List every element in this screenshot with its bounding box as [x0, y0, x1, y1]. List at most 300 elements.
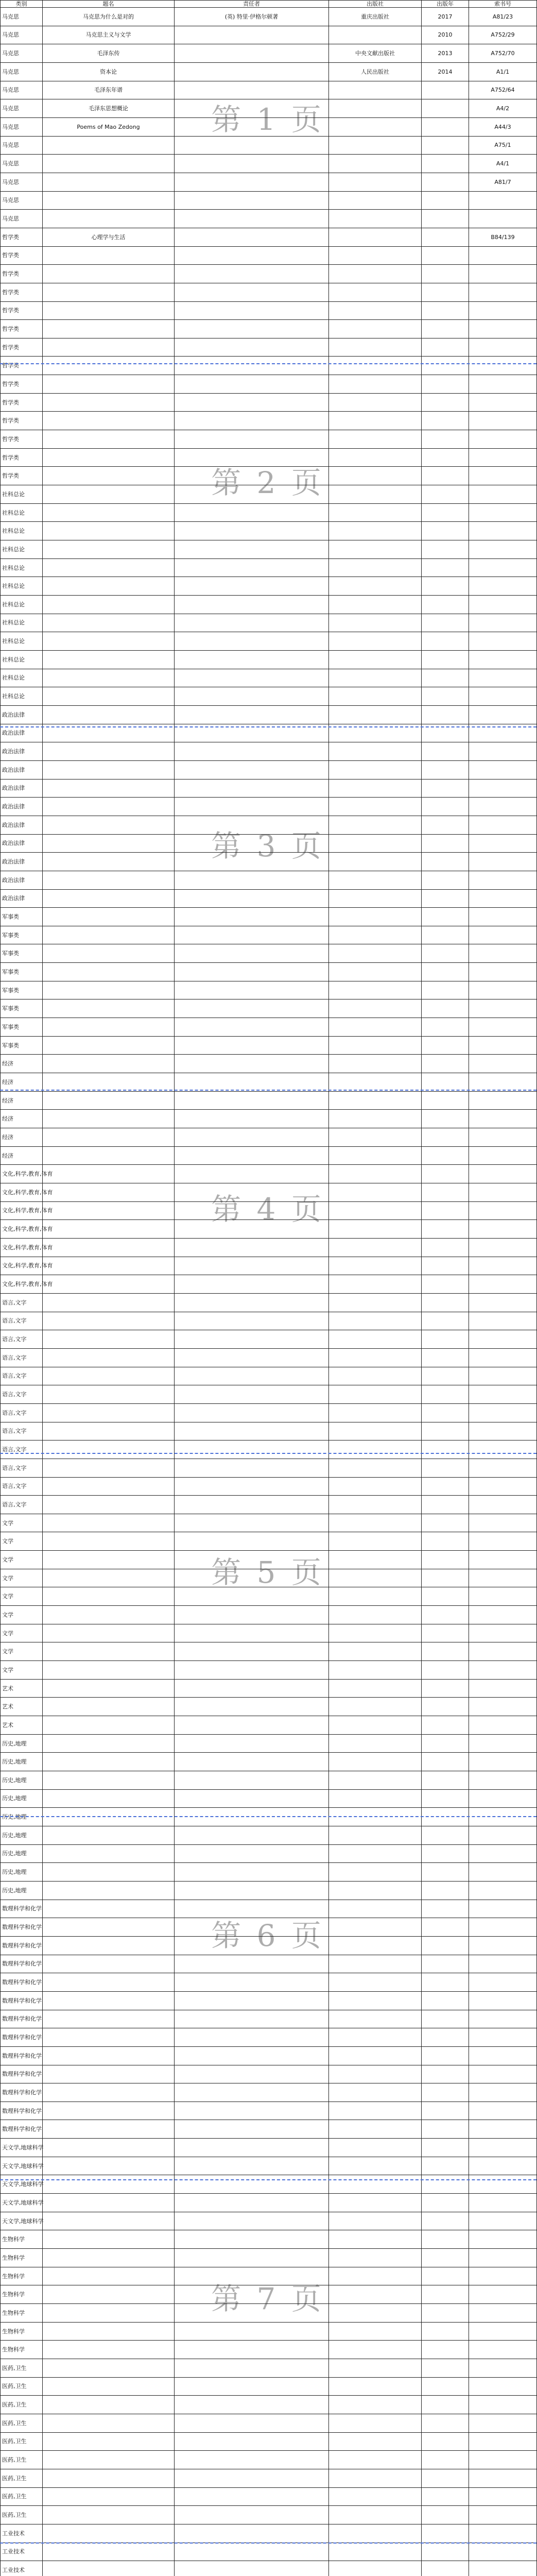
- cell-call-number: [469, 853, 537, 871]
- cell-author: [175, 2249, 329, 2267]
- cell-publisher: [329, 1698, 422, 1716]
- cell-publisher: [329, 926, 422, 944]
- cell-category: 文化,科学,教育,体育: [1, 1165, 43, 1183]
- table-row: [1, 2083, 537, 2102]
- cell-publisher: [329, 210, 422, 228]
- table-row: [1, 155, 537, 173]
- cell-publisher: [329, 228, 422, 246]
- cell-category: 文化,科学,教育,体育: [1, 1201, 43, 1220]
- cell-category: 医药,卫生: [1, 2396, 43, 2414]
- cell-category: 政治法律: [1, 779, 43, 798]
- cell-call-number: [469, 2561, 537, 2576]
- cell-category: 军事类: [1, 999, 43, 1018]
- cell-author: [175, 705, 329, 724]
- cell-category: 天文学,地球科学: [1, 2157, 43, 2175]
- cell-category: 历史,地理: [1, 1863, 43, 1882]
- cell-title: [43, 1312, 175, 1330]
- cell-year: [422, 632, 469, 651]
- cell-publisher: [329, 1606, 422, 1624]
- cell-publisher: [329, 963, 422, 981]
- cell-call-number: [469, 2304, 537, 2323]
- cell-call-number: [469, 357, 537, 375]
- cell-author: [175, 1403, 329, 1422]
- cell-author: [175, 1257, 329, 1275]
- cell-year: [422, 2175, 469, 2194]
- table-row: [1, 1459, 537, 1477]
- cell-category: 历史,地理: [1, 1826, 43, 1844]
- table-row: [1, 117, 537, 136]
- cell-author: [175, 26, 329, 44]
- cell-title: [43, 283, 175, 301]
- cell-publisher: [329, 2451, 422, 2469]
- cell-title: [43, 889, 175, 908]
- table-row: [1, 265, 537, 283]
- cell-year: [422, 1293, 469, 1312]
- cell-call-number: [469, 2377, 537, 2396]
- cell-publisher: [329, 1330, 422, 1349]
- cell-title: [43, 1863, 175, 1882]
- cell-year: 2013: [422, 44, 469, 63]
- cell-category: 政治法律: [1, 816, 43, 834]
- cell-publisher: [329, 2102, 422, 2120]
- table-row: [1, 999, 537, 1018]
- cell-title: [43, 944, 175, 963]
- cell-publisher: [329, 1808, 422, 1826]
- table-row: [1, 2322, 537, 2341]
- cell-title: [43, 2083, 175, 2102]
- cell-category: 哲学类: [1, 265, 43, 283]
- table-row: [1, 1789, 537, 1808]
- cell-author: [175, 1146, 329, 1165]
- cell-title: [43, 1918, 175, 1937]
- cell-call-number: [469, 1991, 537, 2010]
- cell-author: [175, 1808, 329, 1826]
- cell-title: [43, 2469, 175, 2487]
- cell-year: [422, 1734, 469, 1753]
- cell-call-number: [469, 2359, 537, 2378]
- cell-title: 毛泽东思想概论: [43, 99, 175, 118]
- cell-title: [43, 2487, 175, 2506]
- cell-category: 工业技术: [1, 2543, 43, 2561]
- cell-title: [43, 2432, 175, 2451]
- cell-category: 政治法律: [1, 834, 43, 853]
- cell-publisher: [329, 1367, 422, 1385]
- table-row: [1, 485, 537, 504]
- cell-call-number: [469, 687, 537, 706]
- cell-year: [422, 1698, 469, 1716]
- table-row: [1, 2028, 537, 2047]
- cell-year: [422, 2561, 469, 2576]
- cell-category: 数理科学和化学: [1, 1973, 43, 1992]
- cell-category: 经济: [1, 1128, 43, 1147]
- cell-title: [43, 2010, 175, 2028]
- table-row: [1, 1551, 537, 1569]
- cell-call-number: [469, 1348, 537, 1367]
- cell-year: [422, 2414, 469, 2432]
- cell-year: [422, 1716, 469, 1735]
- cell-author: [175, 1128, 329, 1147]
- cell-title: [43, 357, 175, 375]
- table-row: [1, 2414, 537, 2432]
- table-row: [1, 1055, 537, 1073]
- cell-category: 社科总论: [1, 596, 43, 614]
- cell-call-number: [469, 944, 537, 963]
- cell-title: 马克思主义与文学: [43, 26, 175, 44]
- cell-year: [422, 705, 469, 724]
- cell-author: [175, 1367, 329, 1385]
- cell-author: [175, 1422, 329, 1440]
- cell-author: [175, 1551, 329, 1569]
- cell-call-number: [469, 522, 537, 540]
- cell-call-number: [469, 2414, 537, 2432]
- cell-year: [422, 1642, 469, 1661]
- cell-category: 医药,卫生: [1, 2487, 43, 2506]
- cell-year: [422, 999, 469, 1018]
- cell-year: [422, 1146, 469, 1165]
- cell-author: [175, 210, 329, 228]
- header-publisher: 出版社: [329, 1, 422, 8]
- cell-author: [175, 430, 329, 449]
- cell-author: [175, 1312, 329, 1330]
- cell-year: [422, 1073, 469, 1092]
- cell-category: 军事类: [1, 908, 43, 926]
- cell-title: [43, 2506, 175, 2524]
- cell-publisher: [329, 1881, 422, 1900]
- cell-title: [43, 338, 175, 357]
- cell-year: [422, 577, 469, 596]
- cell-title: [43, 2322, 175, 2341]
- cell-publisher: [329, 798, 422, 816]
- cell-title: [43, 173, 175, 191]
- cell-title: [43, 155, 175, 173]
- cell-publisher: [329, 1385, 422, 1404]
- cell-title: [43, 210, 175, 228]
- table-row: [1, 2194, 537, 2212]
- cell-publisher: [329, 1624, 422, 1642]
- cell-call-number: [469, 577, 537, 596]
- table-row: [1, 1018, 537, 1037]
- cell-call-number: [469, 871, 537, 889]
- header-category: 类别: [1, 1, 43, 8]
- table-row: [1, 1275, 537, 1294]
- cell-author: [175, 2322, 329, 2341]
- cell-year: [422, 724, 469, 742]
- table-row: [1, 2010, 537, 2028]
- cell-call-number: [469, 2487, 537, 2506]
- cell-title: [43, 1734, 175, 1753]
- cell-year: [422, 503, 469, 522]
- cell-title: [43, 1753, 175, 1771]
- cell-title: [43, 816, 175, 834]
- cell-author: [175, 1753, 329, 1771]
- cell-publisher: [329, 1146, 422, 1165]
- cell-year: [422, 2396, 469, 2414]
- table-row: [1, 1238, 537, 1257]
- cell-category: 生物科学: [1, 2230, 43, 2249]
- cell-title: [43, 1844, 175, 1863]
- cell-title: 毛泽东年谱: [43, 81, 175, 99]
- cell-call-number: [469, 210, 537, 228]
- cell-author: [175, 1496, 329, 1514]
- cell-call-number: [469, 1808, 537, 1826]
- cell-author: [175, 1789, 329, 1808]
- table-row: [1, 2469, 537, 2487]
- cell-category: 军事类: [1, 963, 43, 981]
- cell-title: [43, 485, 175, 504]
- cell-publisher: [329, 2377, 422, 2396]
- cell-title: [43, 1146, 175, 1165]
- cell-call-number: [469, 1146, 537, 1165]
- cell-publisher: [329, 1477, 422, 1496]
- table-row: [1, 448, 537, 467]
- cell-year: [422, 981, 469, 999]
- cell-call-number: [469, 760, 537, 779]
- cell-year: [422, 2524, 469, 2543]
- cell-category: 马克思: [1, 26, 43, 44]
- cell-publisher: [329, 2341, 422, 2359]
- cell-year: [422, 2267, 469, 2285]
- cell-category: 医药,卫生: [1, 2469, 43, 2487]
- cell-category: 哲学类: [1, 320, 43, 338]
- cell-year: [422, 834, 469, 853]
- cell-year: [422, 1055, 469, 1073]
- table-row: [1, 2487, 537, 2506]
- cell-year: [422, 1183, 469, 1202]
- cell-category: 生物科学: [1, 2285, 43, 2304]
- cell-publisher: [329, 467, 422, 485]
- cell-publisher: [329, 320, 422, 338]
- cell-call-number: [469, 1753, 537, 1771]
- cell-call-number: [469, 2212, 537, 2230]
- cell-category: 语言,文字: [1, 1293, 43, 1312]
- table-row: [1, 2341, 537, 2359]
- cell-category: 哲学类: [1, 412, 43, 430]
- cell-category: 文学: [1, 1569, 43, 1587]
- cell-year: [422, 1753, 469, 1771]
- cell-category: 语言,文字: [1, 1477, 43, 1496]
- cell-title: [43, 1055, 175, 1073]
- cell-publisher: [329, 246, 422, 265]
- cell-category: 政治法律: [1, 742, 43, 761]
- cell-category: 数理科学和化学: [1, 2083, 43, 2102]
- cell-publisher: [329, 2139, 422, 2157]
- cell-publisher: [329, 301, 422, 320]
- cell-year: [422, 687, 469, 706]
- cell-call-number: [469, 2524, 537, 2543]
- cell-call-number: A81/7: [469, 173, 537, 191]
- cell-category: 马克思: [1, 81, 43, 99]
- cell-year: [422, 1606, 469, 1624]
- cell-call-number: [469, 908, 537, 926]
- cell-author: [175, 1514, 329, 1532]
- table-row: [1, 320, 537, 338]
- cell-title: [43, 1459, 175, 1477]
- cell-publisher: [329, 2120, 422, 2139]
- cell-title: [43, 596, 175, 614]
- cell-title: [43, 1036, 175, 1055]
- cell-author: [175, 926, 329, 944]
- cell-category: 语言,文字: [1, 1440, 43, 1459]
- cell-year: [422, 1385, 469, 1404]
- table-row: [1, 760, 537, 779]
- header-title: 题名: [43, 1, 175, 8]
- cell-title: [43, 1698, 175, 1716]
- cell-category: 社科总论: [1, 632, 43, 651]
- cell-publisher: [329, 540, 422, 559]
- cell-call-number: [469, 1771, 537, 1790]
- cell-title: [43, 1238, 175, 1257]
- table-row: [1, 1642, 537, 1661]
- cell-author: [175, 632, 329, 651]
- cell-category: 军事类: [1, 944, 43, 963]
- cell-author: [175, 1991, 329, 2010]
- cell-title: [43, 1624, 175, 1642]
- cell-call-number: [469, 1312, 537, 1330]
- cell-author: [175, 2396, 329, 2414]
- table-row: [1, 2377, 537, 2396]
- cell-call-number: [469, 1403, 537, 1422]
- cell-publisher: [329, 99, 422, 118]
- table-row: [1, 1826, 537, 1844]
- cell-year: [422, 301, 469, 320]
- cell-year: [422, 2194, 469, 2212]
- cell-title: [43, 650, 175, 669]
- cell-publisher: [329, 2267, 422, 2285]
- cell-publisher: [329, 26, 422, 44]
- header-year: 出版年: [422, 1, 469, 8]
- cell-call-number: [469, 2065, 537, 2083]
- cell-title: [43, 1477, 175, 1496]
- cell-publisher: [329, 1900, 422, 1918]
- cell-category: 语言,文字: [1, 1403, 43, 1422]
- table-row: [1, 816, 537, 834]
- cell-call-number: [469, 632, 537, 651]
- cell-year: [422, 228, 469, 246]
- cell-author: [175, 650, 329, 669]
- table-row: [1, 2359, 537, 2378]
- cell-author: [175, 1661, 329, 1680]
- cell-call-number: A4/1: [469, 155, 537, 173]
- cell-year: [422, 2359, 469, 2378]
- table-row: [1, 834, 537, 853]
- cell-title: [43, 1220, 175, 1239]
- cell-publisher: [329, 2249, 422, 2267]
- cell-author: [175, 724, 329, 742]
- cell-author: [175, 246, 329, 265]
- cell-call-number: [469, 1624, 537, 1642]
- cell-year: [422, 2506, 469, 2524]
- cell-publisher: [329, 834, 422, 853]
- cell-year: [422, 2083, 469, 2102]
- cell-author: [175, 669, 329, 687]
- cell-publisher: [329, 412, 422, 430]
- table-row: [1, 191, 537, 210]
- cell-call-number: [469, 540, 537, 559]
- cell-author: [175, 908, 329, 926]
- cell-category: 生物科学: [1, 2304, 43, 2323]
- cell-call-number: [469, 2083, 537, 2102]
- table-row: [1, 2561, 537, 2576]
- cell-author: [175, 2487, 329, 2506]
- table-row: [1, 2432, 537, 2451]
- cell-year: [422, 467, 469, 485]
- cell-author: [175, 1734, 329, 1753]
- table-row: [1, 1734, 537, 1753]
- cell-call-number: [469, 430, 537, 449]
- cell-publisher: [329, 2212, 422, 2230]
- cell-author: [175, 522, 329, 540]
- cell-author: [175, 2341, 329, 2359]
- cell-year: [422, 1789, 469, 1808]
- cell-publisher: [329, 596, 422, 614]
- cell-category: 工业技术: [1, 2524, 43, 2543]
- cell-title: [43, 1348, 175, 1367]
- cell-author: [175, 1900, 329, 1918]
- cell-title: [43, 632, 175, 651]
- cell-title: [43, 1330, 175, 1349]
- cell-category: 马克思: [1, 117, 43, 136]
- table-row: [1, 503, 537, 522]
- cell-publisher: [329, 1826, 422, 1844]
- cell-title: [43, 1551, 175, 1569]
- table-row: [1, 779, 537, 798]
- cell-year: [422, 1844, 469, 1863]
- cell-title: [43, 191, 175, 210]
- cell-title: [43, 871, 175, 889]
- cell-category: 哲学类: [1, 246, 43, 265]
- cell-year: [422, 1881, 469, 1900]
- cell-publisher: [329, 853, 422, 871]
- cell-author: [175, 2377, 329, 2396]
- cell-year: [422, 522, 469, 540]
- cell-title: [43, 467, 175, 485]
- cell-author: [175, 1642, 329, 1661]
- cell-call-number: [469, 2157, 537, 2175]
- cell-title: [43, 2377, 175, 2396]
- cell-call-number: A81/23: [469, 8, 537, 26]
- cell-call-number: [469, 1018, 537, 1037]
- table-row: [1, 1716, 537, 1735]
- cell-category: 语言,文字: [1, 1385, 43, 1404]
- cell-category: 马克思: [1, 191, 43, 210]
- cell-year: [422, 1918, 469, 1937]
- cell-author: [175, 944, 329, 963]
- cell-category: 社科总论: [1, 650, 43, 669]
- table-row: [1, 908, 537, 926]
- cell-call-number: [469, 1385, 537, 1404]
- cell-call-number: [469, 1110, 537, 1128]
- cell-category: 马克思: [1, 44, 43, 63]
- cell-publisher: [329, 1863, 422, 1882]
- cell-title: [43, 1532, 175, 1551]
- cell-call-number: [469, 798, 537, 816]
- cell-publisher: [329, 614, 422, 632]
- cell-year: [422, 1624, 469, 1642]
- table-row: [1, 301, 537, 320]
- cell-category: 文学: [1, 1551, 43, 1569]
- cell-call-number: [469, 1900, 537, 1918]
- cell-publisher: [329, 1642, 422, 1661]
- table-row: [1, 2285, 537, 2304]
- cell-category: 哲学类: [1, 228, 43, 246]
- cell-year: [422, 798, 469, 816]
- table-row: [1, 1936, 537, 1955]
- cell-year: [422, 1128, 469, 1147]
- cell-author: [175, 1018, 329, 1037]
- cell-call-number: [469, 1073, 537, 1092]
- cell-publisher: [329, 1238, 422, 1257]
- table-row: [1, 1312, 537, 1330]
